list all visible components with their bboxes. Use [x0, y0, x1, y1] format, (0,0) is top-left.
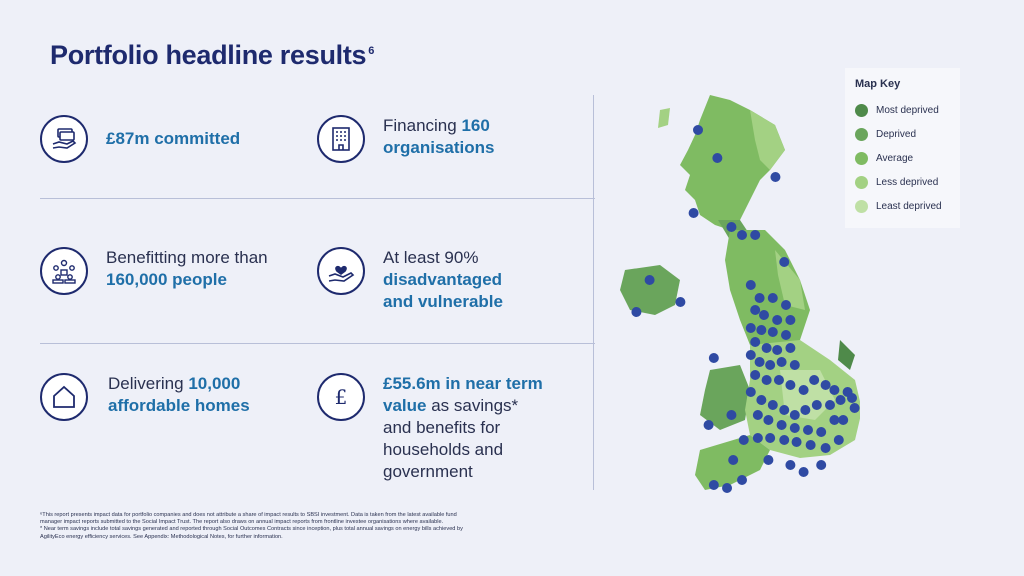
- value-line4: households and: [383, 440, 504, 459]
- location-dot: [756, 395, 766, 405]
- heart-hand-icon: [317, 247, 365, 295]
- location-dot: [768, 327, 778, 337]
- map-key-item: Deprived: [855, 122, 950, 146]
- location-dot: [756, 325, 766, 335]
- location-dot: [728, 455, 738, 465]
- location-dot: [803, 425, 813, 435]
- value-line5: government: [383, 462, 473, 481]
- benefitting-line1: Benefitting more than: [106, 248, 268, 267]
- location-dot: [675, 297, 685, 307]
- stat-homes: [40, 373, 250, 421]
- location-dot: [746, 323, 756, 333]
- financing-prefix: Financing: [383, 116, 462, 135]
- uk-map-graphic: [600, 80, 860, 500]
- stat-committed: [40, 115, 240, 163]
- location-dot: [762, 343, 772, 353]
- location-dot: [785, 343, 795, 353]
- location-dot: [762, 375, 772, 385]
- vulnerable-line2: disadvantaged: [383, 270, 503, 289]
- stat-financing: [317, 115, 494, 163]
- location-dot: [792, 437, 802, 447]
- location-dot: [785, 460, 795, 470]
- map-key-item: Less deprived: [855, 170, 950, 194]
- map-key-item: Most deprived: [855, 98, 950, 122]
- people-network-icon: [40, 247, 88, 295]
- location-dot: [790, 410, 800, 420]
- map-key: [845, 68, 960, 228]
- money-hand-icon: [40, 115, 88, 163]
- financing-count: 160: [461, 116, 490, 135]
- svg-text:£: £: [334, 385, 348, 409]
- location-dot: [779, 257, 789, 267]
- stat-vulnerable: [317, 247, 503, 313]
- location-dot: [755, 357, 765, 367]
- location-dot: [726, 222, 736, 232]
- swatch-less-deprived: [855, 176, 868, 189]
- location-dot: [737, 230, 747, 240]
- location-dot: [777, 420, 787, 430]
- location-dot: [739, 435, 749, 445]
- map-key-title: Map Key: [855, 78, 901, 90]
- location-dot: [799, 385, 809, 395]
- location-dot: [806, 440, 816, 450]
- location-dot: [712, 153, 722, 163]
- value-amount: £55.6m in near term: [383, 374, 543, 393]
- location-dot: [704, 420, 714, 430]
- row-divider: [40, 343, 595, 344]
- location-dot: [825, 400, 835, 410]
- location-dot: [750, 305, 760, 315]
- region-islands: [658, 108, 670, 128]
- location-dot: [768, 400, 778, 410]
- location-dot: [755, 293, 765, 303]
- location-dot: [709, 480, 719, 490]
- location-dot: [821, 380, 831, 390]
- swatch-deprived: [855, 128, 868, 141]
- row-divider: [40, 198, 595, 199]
- location-dot: [779, 405, 789, 415]
- location-dot: [781, 330, 791, 340]
- swatch-least-deprived: [855, 200, 868, 213]
- location-dot: [785, 315, 795, 325]
- building-icon: [317, 115, 365, 163]
- location-dot: [809, 375, 819, 385]
- value-label: value: [383, 396, 427, 415]
- vulnerable-line1: At least 90%: [383, 248, 479, 267]
- vertical-divider: [593, 95, 594, 490]
- region-northern-ireland: [620, 265, 680, 315]
- uk-deprivation-map: [600, 80, 860, 500]
- location-dot: [816, 427, 826, 437]
- footnote-line: AgilityEco energy efficiency services. See Appendix: Methodological Notes, for further information.: [40, 533, 283, 540]
- location-dot: [753, 433, 763, 443]
- location-dot: [790, 423, 800, 433]
- location-dot: [709, 353, 719, 363]
- location-dot: [772, 345, 782, 355]
- swatch-most-deprived: [855, 104, 868, 117]
- location-dot: [850, 403, 860, 413]
- location-dot: [746, 280, 756, 290]
- location-dot: [812, 400, 822, 410]
- financing-label: organisations: [383, 138, 495, 157]
- title-footnote-marker: 6: [368, 45, 375, 57]
- location-dot: [750, 230, 760, 240]
- footnote-line: * Near term savings include total savings generated and reported through Social Outcomes Contracts since inception, plus total annual savings on energy bills achieved by: [40, 526, 463, 533]
- location-dot: [746, 387, 756, 397]
- footnote-line: ⁶This report presents impact data for portfolio companies and does not attribute a share of impact results to SBSI investment. Data is taken from the latest available fund: [40, 512, 457, 518]
- location-dot: [790, 360, 800, 370]
- location-dot: [768, 293, 778, 303]
- location-dot: [821, 443, 831, 453]
- location-dot: [781, 300, 791, 310]
- location-dot: [829, 385, 839, 395]
- location-dot: [772, 315, 782, 325]
- location-dot: [737, 475, 747, 485]
- location-dot: [753, 410, 763, 420]
- homes-label: affordable homes: [108, 396, 250, 415]
- location-dot: [763, 415, 773, 425]
- homes-prefix: Delivering: [108, 374, 189, 393]
- location-dot: [816, 460, 826, 470]
- location-dot: [777, 357, 787, 367]
- location-dot: [750, 337, 760, 347]
- stat-value: [317, 373, 543, 483]
- location-dot: [631, 307, 641, 317]
- location-dot: [847, 393, 857, 403]
- value-suffix: as savings*: [426, 396, 519, 415]
- location-dot: [759, 310, 769, 320]
- vulnerable-line3: and vulnerable: [383, 292, 503, 311]
- page-title: Portfolio headline results $^6$: [50, 40, 375, 70]
- location-dot: [834, 435, 844, 445]
- location-dot: [800, 405, 810, 415]
- swatch-average: [855, 152, 868, 165]
- location-dot: [838, 415, 848, 425]
- region-east-coast: [838, 340, 855, 370]
- homes-count: 10,000: [188, 374, 241, 393]
- map-key-item: Average: [855, 146, 950, 170]
- value-line3: and benefits for: [383, 418, 501, 437]
- location-dot: [785, 380, 795, 390]
- pound-icon: [317, 373, 365, 421]
- location-dot: [770, 172, 780, 182]
- location-dot: [750, 370, 760, 380]
- location-dot: [763, 455, 773, 465]
- committed-value: £87m committed: [106, 129, 241, 148]
- location-dot: [726, 410, 736, 420]
- location-dot: [722, 483, 732, 493]
- footnote-line: manager impact reports submitted to the Social Impact Trust. The report also draws on annual impact reports from frontline investee organisations where available.: [40, 519, 444, 526]
- location-dot: [829, 415, 839, 425]
- location-dot: [765, 360, 775, 370]
- location-dot: [836, 395, 846, 405]
- location-dot: [693, 125, 703, 135]
- benefitting-value: 160,000 people: [106, 270, 227, 289]
- location-dot: [765, 433, 775, 443]
- house-icon: [40, 373, 88, 421]
- location-dot: [645, 275, 655, 285]
- footnotes: [40, 512, 600, 541]
- map-key-item: Least deprived: [855, 194, 950, 218]
- location-dot: [774, 375, 784, 385]
- location-dot: [799, 467, 809, 477]
- stats-grid: [40, 95, 595, 490]
- location-dot: [689, 208, 699, 218]
- location-dot: [779, 435, 789, 445]
- stat-benefitting: [40, 247, 268, 295]
- location-dot: [746, 350, 756, 360]
